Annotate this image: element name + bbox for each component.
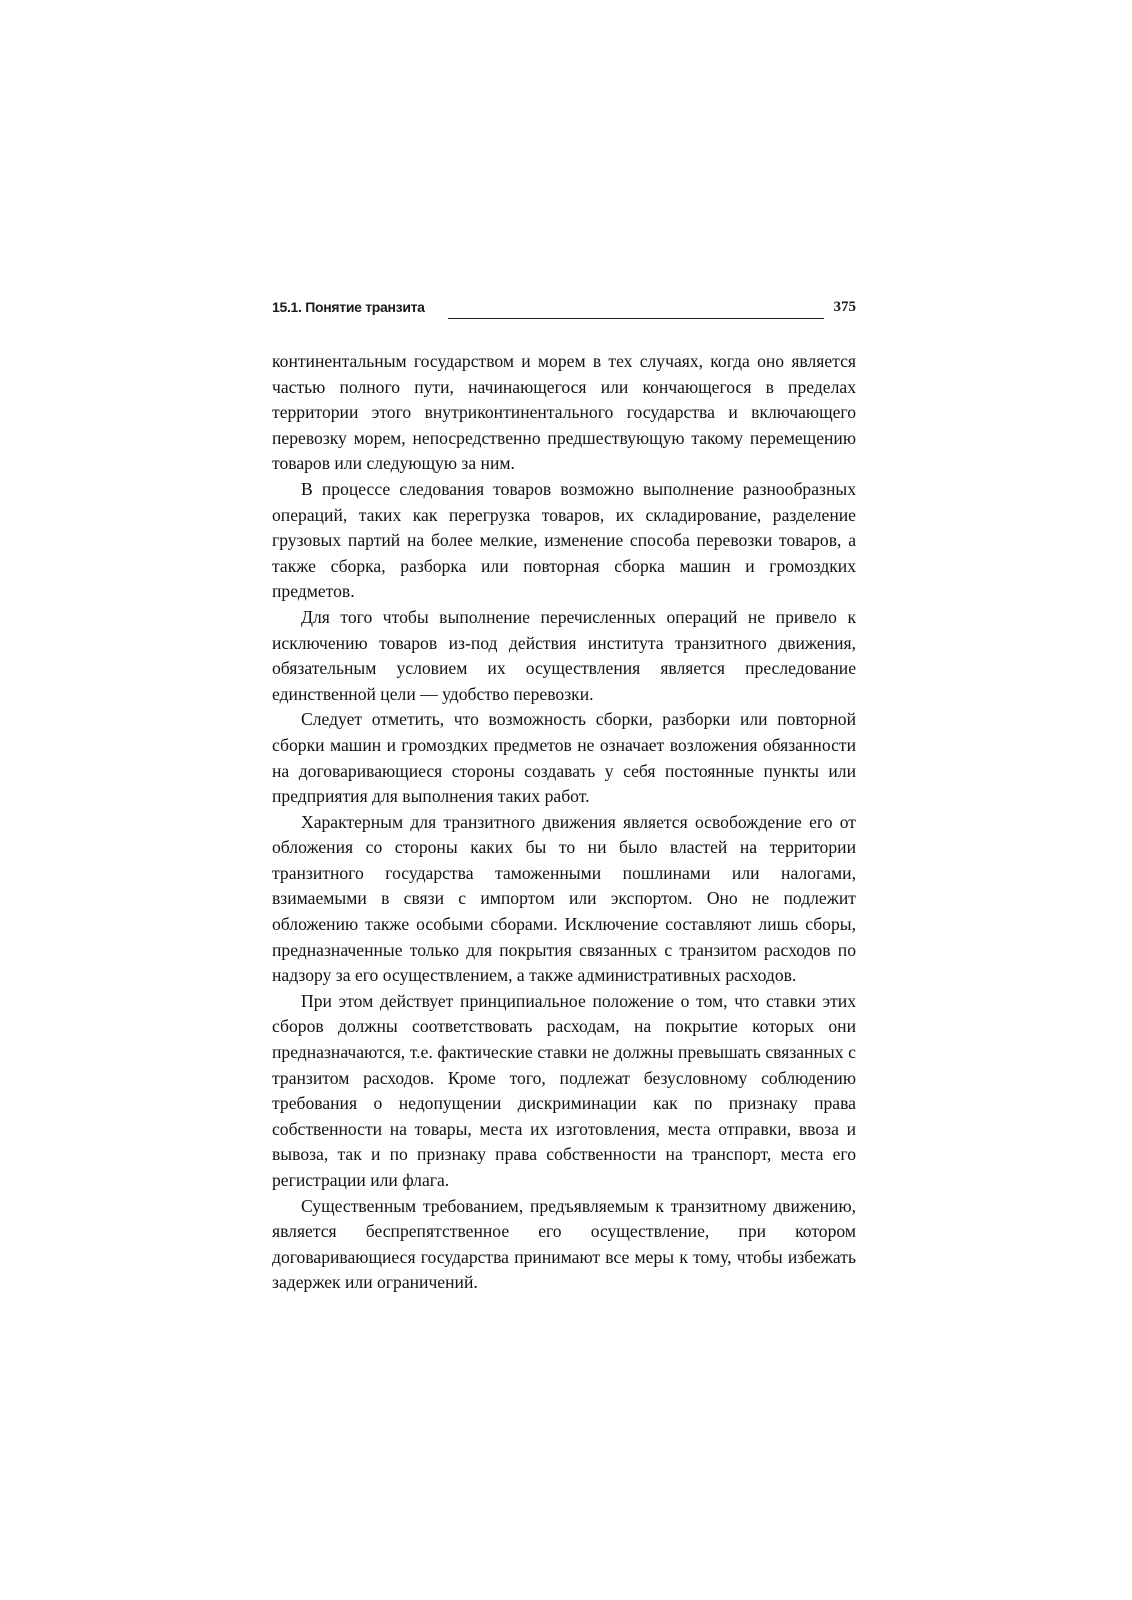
paragraph-4: Следует отметить, что возможность сборки, разборки или повторной сборки машин и громоздких предметов не означает возложения обязанности на договаривающиеся стороны создавать у себя постоянные пункты или предприятия для выполнения таких работ.	[272, 709, 856, 807]
paragraph-1: континентальным государством и морем в тех случаях, когда оно является частью полного пути, начинающегося или кончающегося в пределах территории этого внутриконтинентального государства и включающего перевозку морем, непосредственно предшествующую такому перемещению товаров или следующую за ним.	[272, 351, 856, 474]
section-title: 15.1. Понятие транзита	[272, 299, 431, 315]
paragraph-6: При этом действует принципиальное положение о том, что ставки этих сборов должны соответствовать расходам, на покрытие которых они предназначаются, т.е. фактические ставки не должны превышать связанных с транзитом расходов. Кроме того, подлежат безусловному соблюдению требования о недопущении дискриминации как по признаку права собственности на товары, места их изготовления, места отправки, ввоза и вывоза, так и по признаку права собственности на транспорт, места его регистрации или флага.	[272, 990, 856, 1190]
paragraph-5: Характерным для транзитного движения является освобождение его от обложения со стороны каких бы то ни было властей на территории транзитного государства таможенными пошлинами или налогами, взимаемыми в связи с импортом или экспортом. Оно не подлежит обложению также особыми сборами. Исключение составляют лишь сборы, предназначенные только для покрытия связанных с транзитом расходов по надзору за его осуществлением, а также административных расходов.	[272, 811, 856, 986]
page-number: 375	[833, 299, 856, 315]
running-head	[272, 299, 856, 325]
header-rule	[448, 318, 824, 319]
paragraph-3: Для того чтобы выполнение перечисленных операций не привело к исключению товаров из-под действия института транзитного движения, обязательным условием их осуществления является преследование единственной цели — удобство перевозки.	[272, 606, 856, 704]
paragraph-2: В процессе следования товаров возможно выполнение разнообразных операций, таких как перегрузка товаров, их складирование, разделение грузовых партий на более мелкие, изменение способа перевозки товаров, а также сборка, разборка или повторная сборка машин и громоздких предметов.	[272, 478, 856, 602]
paragraph-7: Существенным требованием, предъявляемым к транзитному движению, является беспрепятственное его осуществление, при котором договаривающиеся государства принимают все меры к тому, чтобы избежать задержек или ограничений.	[272, 1195, 856, 1293]
body-text	[272, 349, 856, 1296]
